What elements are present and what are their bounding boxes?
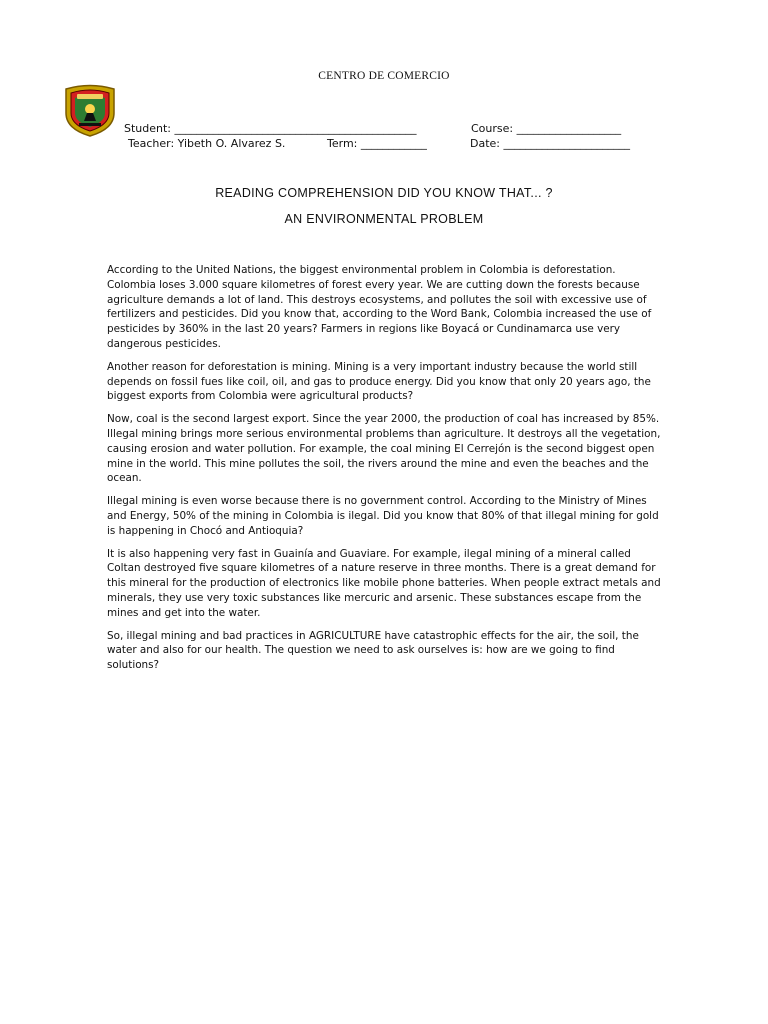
paragraph: Another reason for deforestation is mining. Mining is a very important industry because the world still depends on fossil fues like coil, oil, and gas to produce energy. Did you know that only 20 years ago, the biggest exports from Colombia were agricultural products? bbox=[107, 360, 651, 403]
paragraph: Now, coal is the second largest export. Since the year 2000, the production of coal has increased by 85%. Illegal mining brings more serious environmental problems than agriculture. It destroys all the vegetation, causing erosion and water pollution. For example, the coal mining El Cerrejón is the second biggest open mine in the world. This mine pollutes the soil, the rivers around the mine and even the beaches and the ocean. bbox=[107, 413, 661, 485]
paragraph: It is also happening very fast in Guainía and Guaviare. For example, ilegal mining of a mineral called Coltan destroyed five square kilometres of a nature reserve in three months. There is a great demand for this mineral for the production of electronics like mobile phone batteries. When people extract metals and minerals, they use very toxic substances like mercuric and arsenic. These substances escape from the mines and get into the water. bbox=[107, 547, 661, 619]
teacher-name: Teacher: Yibeth O. Alvarez S. bbox=[128, 137, 286, 150]
student-field: Student: ____________________________________________ bbox=[124, 122, 417, 135]
date-field: Date: _______________________ bbox=[470, 137, 630, 150]
paragraph: Illegal mining is even worse because there is no government control. According to the Ministry of Mines and Energy, 50% of the mining in Colombia is ilegal. Did you know that 80% of that illegal mining for gold is happening in Chocó and Antioquia? bbox=[107, 495, 659, 537]
school-name: CENTRO DE COMERCIO bbox=[318, 70, 450, 82]
term-field: Term: ____________ bbox=[327, 137, 427, 150]
course-field: Course: ___________________ bbox=[471, 122, 622, 135]
paragraph: So, illegal mining and bad practices in AGRICULTURE have catastrophic effects for the air, the soil, the water and also for our health. The question we need to ask ourselves is: how are we going to find solutions? bbox=[107, 629, 639, 672]
page-subtitle: AN ENVIRONMENTAL PROBLEM bbox=[284, 212, 484, 226]
reading-text bbox=[107, 263, 662, 681]
page-title: READING COMPREHENSION DID YOU KNOW THAT... ? bbox=[215, 186, 553, 200]
school-crest-icon bbox=[60, 83, 120, 138]
paragraph: According to the United Nations, the biggest environmental problem in Colombia is deforestation. Colombia loses 3.000 square kilometres of forest every year. We are cutting down the forests because agriculture demands a lot of land. This destroys ecosystems, and pollutes the soil with excessive use of fertilizers and pesticides. Did you know that, according to the Word Bank, Colombia increased the use of pesticides by 360% in the last 20 years? Farmers in regions like Boyacá or Cundinamarca use very dangerous pesticides. bbox=[107, 264, 652, 350]
